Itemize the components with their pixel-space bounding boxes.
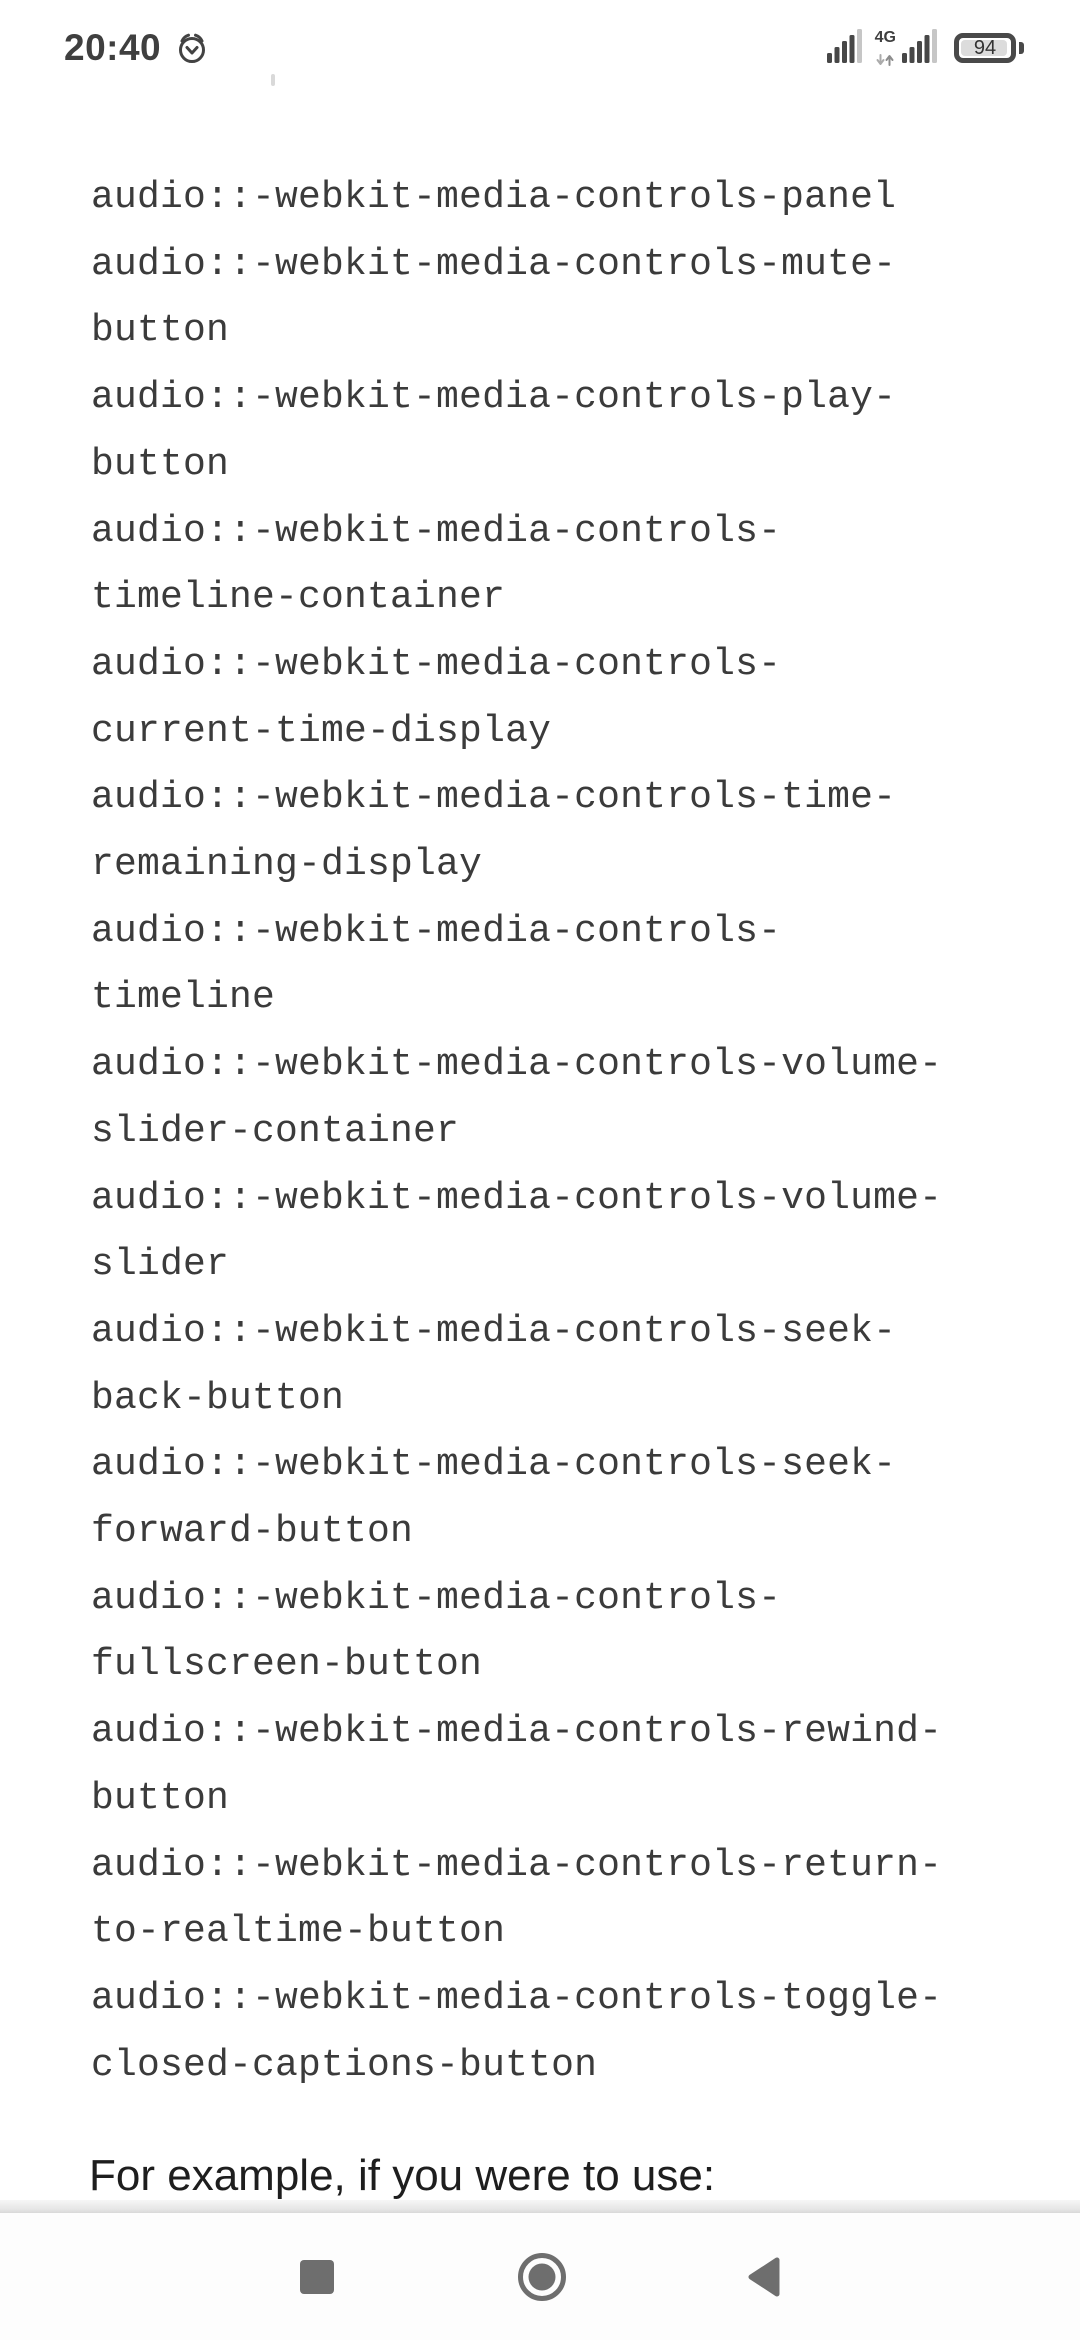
network-indicator [875, 30, 896, 66]
alarm-icon [175, 31, 209, 65]
css-selector-line: audio::-webkit-media-controls-play-button [91, 376, 897, 486]
home-circle-icon [517, 2252, 567, 2302]
back-button[interactable] [731, 2213, 799, 2340]
css-selector-line: audio::-webkit-media-controls-timeline [91, 909, 782, 1020]
css-selector-line: audio::-webkit-media-controls-rewind-button [91, 1710, 943, 1820]
css-selector-line: audio::-webkit-media-controls-timeline-container [91, 509, 782, 620]
example-paragraph: For example, if you were to use: [89, 2151, 716, 2200]
navbar-top-shadow [0, 2200, 1080, 2213]
recents-square-icon [299, 2259, 335, 2295]
clock-text: 20:40 [64, 27, 162, 68]
battery-icon [954, 33, 1016, 63]
css-selector-line: audio::-webkit-media-controls-mute-button [91, 242, 897, 353]
data-activity-arrows-icon [876, 54, 894, 66]
cellular-signal-icon-sim1 [827, 29, 863, 68]
status-icons-cluster [827, 29, 1024, 68]
css-selector-line: audio::-webkit-media-controls-seek-forward-button [91, 1443, 897, 1554]
home-button[interactable] [508, 2213, 576, 2340]
css-selector-line: audio::-webkit-media-controls-seek-back-button [91, 1309, 897, 1420]
scroll-remnant-mark [271, 74, 275, 86]
css-selector-line: audio::-webkit-media-controls-volume-slider-container [91, 1043, 943, 1153]
css-selector-line: audio::-webkit-media-controls-return-to-realtime-button [91, 1843, 943, 1954]
css-selector-list [91, 165, 947, 2099]
network-type-label: 4G [874, 29, 896, 46]
back-triangle-icon [745, 2255, 785, 2299]
css-selector-line: audio::-webkit-media-controls-time-remaining-display [91, 776, 897, 887]
css-selector-line: audio::-webkit-media-controls-current-time-display [91, 642, 782, 753]
css-selector-line: audio::-webkit-media-controls-panel [91, 176, 897, 219]
battery-percent-text: 94 [973, 36, 997, 59]
css-selector-line: audio::-webkit-media-controls-volume-slider [91, 1176, 943, 1287]
recents-button[interactable] [283, 2213, 351, 2340]
cellular-signal-icon-sim2 [902, 29, 938, 68]
css-selector-line: audio::-webkit-media-controls-toggle-closed-captions-button [91, 1976, 943, 2087]
status-bar [0, 0, 1080, 96]
android-navigation-bar [0, 2213, 1080, 2340]
css-selector-line: audio::-webkit-media-controls-fullscreen-button [91, 1576, 782, 1687]
